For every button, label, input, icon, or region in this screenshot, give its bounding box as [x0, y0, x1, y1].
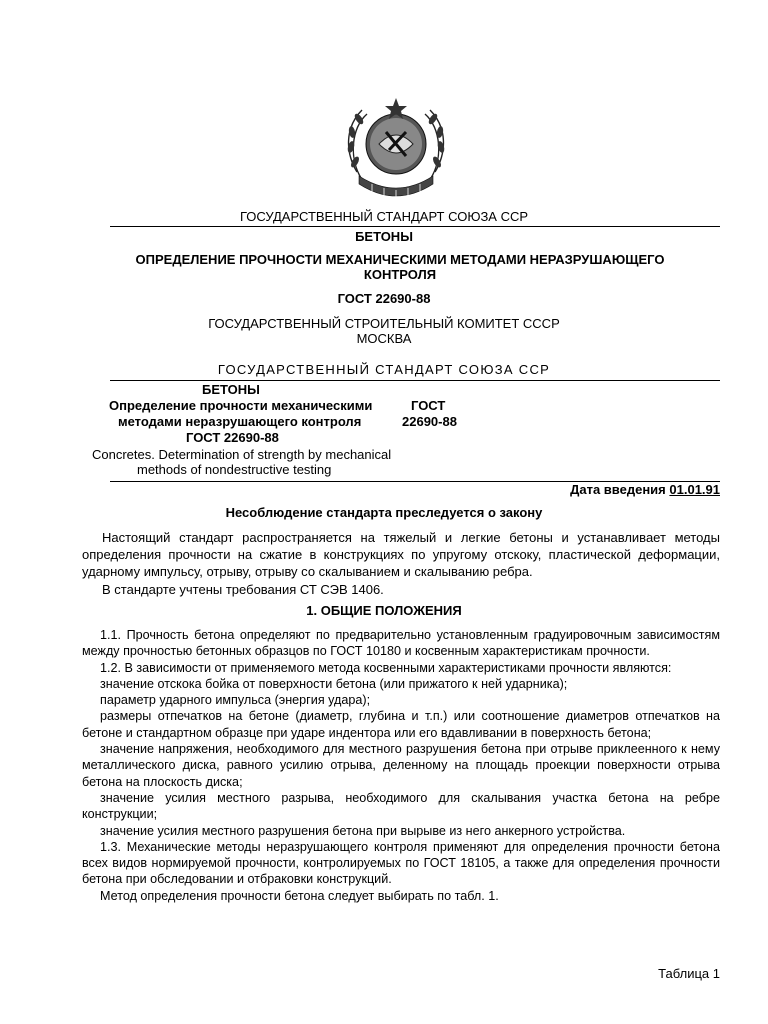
standard-title-repeat: ГОСУДАРСТВЕННЫЙ СТАНДАРТ СОЮЗА ССР [217, 362, 551, 377]
clause-1-3: 1.3. Механические методы неразрушающего контроля применяют для определения прочности бетона всех видов нормируемой прочности, контролируемых по ГОСТ 18105, а также для определения прочности бетона при обследовании и отбраковки конструкций. [82, 839, 720, 887]
block-title-line2: методами неразрушающего контроля [118, 414, 362, 429]
list-item: значение отскока бойка от поверхности бетона (или прижатого к ней ударника); [100, 676, 568, 691]
date-label: Дата введения [570, 482, 666, 497]
divider [110, 380, 720, 381]
subject-heading: БЕТОНЫ [355, 229, 413, 244]
date-value: 01.01.91 [669, 482, 720, 497]
english-title-line1: Concretes. Determination of strength by mechanical [92, 447, 392, 462]
document-title: ОПРЕДЕЛЕНИЕ ПРОЧНОСТИ МЕХАНИЧЕСКИМИ МЕТОДАМИ НЕРАЗРУШАЮЩЕГО КОНТРОЛЯ [135, 252, 665, 282]
clause-1-1: 1.1. Прочность бетона определяют по предварительно установленным градуировочным зависимостям между прочностью бетонных образцов по ГОСТ 10180 и косвенным характеристикам прочности. [82, 628, 720, 659]
table-caption: Таблица 1 [658, 966, 720, 981]
intro-paragraph-requirements: В стандарте учтены требования СТ СЭВ 1406. [102, 582, 384, 597]
publisher [0, 316, 768, 346]
standard-title: ГОСУДАРСТВЕННЫЙ СТАНДАРТ СОЮЗА ССР [239, 209, 529, 224]
block-subject: БЕТОНЫ [202, 382, 260, 397]
divider [110, 226, 720, 227]
effective-date [570, 482, 720, 497]
list-item: значение усилия местного разрыва, необходимого для скалывания участка бетона на ребре конструкции; [82, 790, 720, 822]
clause-1-3-method: Метод определения прочности бетона следует выбирать по табл. 1. [100, 888, 499, 903]
committee-name: ГОСУДАРСТВЕННЫЙ СТРОИТЕЛЬНЫЙ КОМИТЕТ СССР [208, 316, 560, 331]
list-item: размеры отпечатков на бетоне (диаметр, глубина и т.п.) или соотношение диаметров отпечатков на бетоне и стандартном образце при ударе индентора или его вдавливании в поверхность бетона; [82, 709, 720, 740]
list-item: значение напряжения, необходимого для местного разрушения бетона при отрыве приклеенного к нему металлического диска, равного усилию отрыва, деленному на площадь проекции поверхности отрыва бетона на плоскость диска; [82, 742, 720, 789]
list-item: параметр ударного импульса (энергия удара); [100, 693, 371, 708]
intro-paragraph: Настоящий стандарт распространяется на тяжелый и легкие бетоны и устанавливает методы определения прочности на сжатие в конструкциях по упругому отскоку, пластической деформации, ударному импульсу, отрыву, отрыву со скалыванием и скалыванию ребра. [82, 530, 720, 579]
city-name: МОСКВА [356, 331, 412, 346]
clause-1-2: 1.2. В зависимости от применяемого метода косвенными характеристиками прочности являются: [100, 660, 672, 675]
english-title-line2: methods of nondestructive testing [137, 462, 332, 477]
list-item: значение усилия местного разрушения бетона при вырыве из него анкерного устройства. [100, 823, 626, 838]
gost-number: ГОСТ 22690-88 [337, 291, 431, 306]
block-title-line1: Определение прочности механическими [109, 398, 373, 413]
block-gost-label: ГОСТ [411, 398, 446, 413]
block-gost-full: ГОСТ 22690-88 [186, 430, 279, 445]
ussr-emblem-icon [337, 92, 455, 208]
section-body [82, 627, 720, 904]
legal-warning: Несоблюдение стандарта преследуется о закону [225, 505, 543, 520]
section-heading: 1. ОБЩИЕ ПОЛОЖЕНИЯ [306, 603, 462, 618]
block-gost-number: 22690-88 [402, 414, 457, 429]
